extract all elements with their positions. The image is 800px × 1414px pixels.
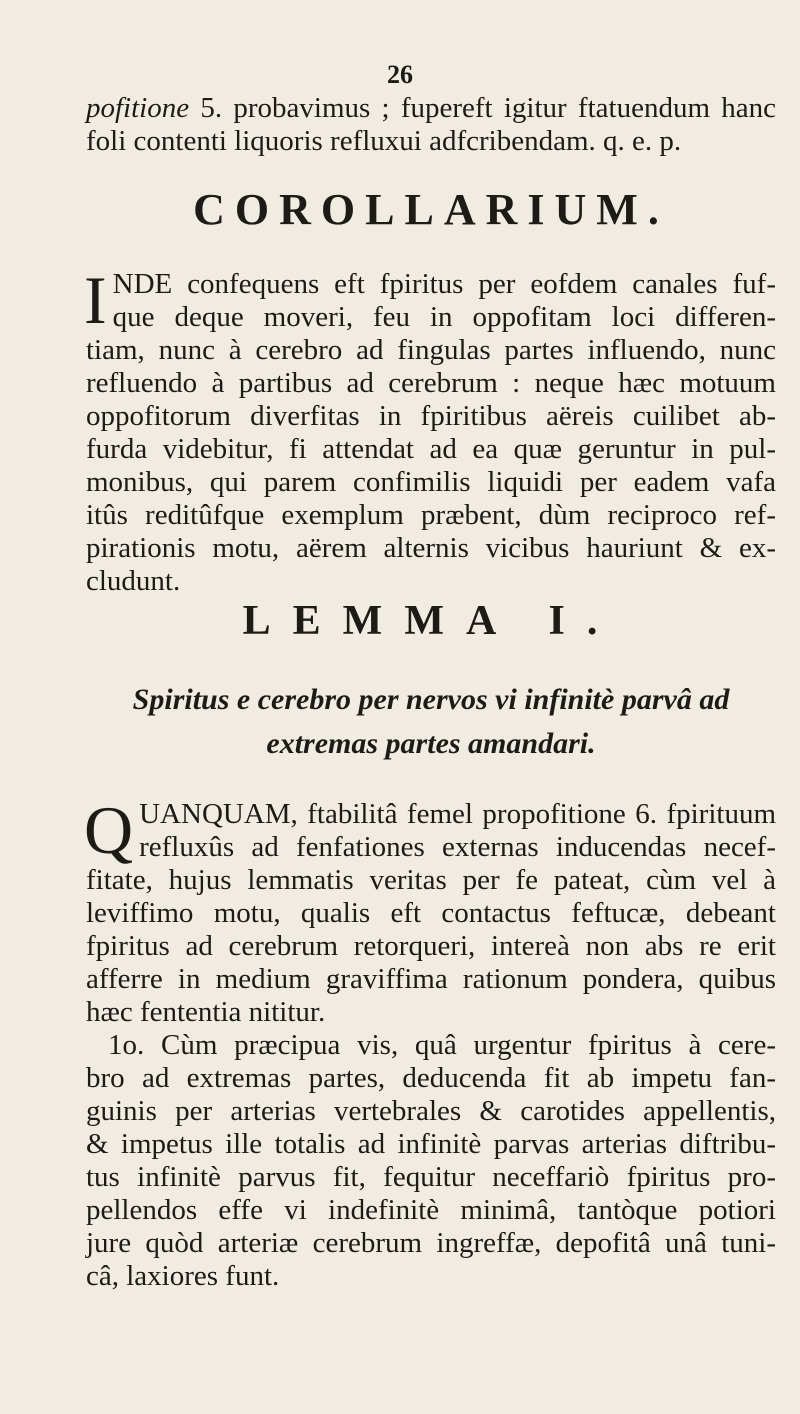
- corollarium-line: itûs reditûfque exemplum præbent, dùm reciproco ref-: [86, 499, 776, 531]
- intro-line-2: foli contenti liquoris refluxui adfcribendam. q. e. p.: [86, 125, 682, 157]
- lemma-title-line: extremas partes amandari.: [266, 727, 596, 760]
- corollarium-line: oppofitorum diverfitas in fpiritibus aëreis cuilibet ab-: [86, 400, 776, 432]
- intro-line-1: pofitione 5. probavimus ; fupereft igitur ftatuendum hanc: [86, 92, 776, 124]
- body-line: bro ad extremas partes, deducenda fit ab impetu fan-: [86, 1062, 776, 1094]
- body-line: refluxûs ad fenfationes externas inducendas necef-: [139, 831, 776, 863]
- body-line: UANQUAM, ftabilitâ femel propofitione 6. fpirituum: [139, 798, 776, 830]
- corollarium-heading: COROLLARIUM.: [193, 185, 669, 234]
- lemma-title-line: Spiritus e cerebro per nervos vi infinitè parvâ ad: [132, 683, 730, 716]
- lemma-body: [84, 792, 776, 1293]
- body-line: jure quòd arteriæ cerebrum ingreffæ, depofitâ unâ tuni-: [86, 1227, 776, 1259]
- body-line: leviffimo motu, qualis eft contactus feftucæ, debeant: [86, 897, 776, 929]
- corollarium-line: cludunt.: [86, 565, 181, 597]
- body-line: 1o. Cùm præcipua vis, quâ urgentur fpiritus à cere-: [108, 1029, 776, 1061]
- body-line: pellendos effe vi indefinitè minimâ, tantòque potiori: [86, 1194, 776, 1226]
- corollarium-line: que deque moveri, feu in oppofitam loci differen-: [112, 301, 776, 333]
- drop-cap: Q: [84, 792, 134, 868]
- page-number: 26: [387, 60, 413, 89]
- lemma-title: [86, 678, 776, 766]
- corollarium-line: furda videbitur, fi attendat ad ea quæ geruntur in pul-: [86, 433, 776, 465]
- corollarium-line: refluendo à partibus ad cerebrum : neque hæc motuum: [86, 367, 776, 399]
- drop-cap: I: [84, 262, 107, 338]
- corollarium-line: monibus, qui parem confimilis liquidi per eadem vafa: [86, 466, 776, 498]
- body-line: câ, laxiores funt.: [86, 1260, 280, 1292]
- corollarium-line: tiam, nunc à cerebro ad fingulas partes influendo, nunc: [86, 334, 776, 366]
- intro-paragraph: [86, 92, 776, 158]
- corollarium-paragraph: [84, 262, 776, 598]
- corollarium-line: NDE confequens eft fpiritus per eofdem canales fuf-: [112, 268, 776, 300]
- body-line: & impetus ille totalis ad infinitè parvas arterias diftribu-: [86, 1128, 776, 1160]
- lemma-heading: LEMMA I.: [242, 598, 620, 644]
- body-line: afferre in medium graviffima rationum pondera, quibus: [86, 963, 776, 995]
- body-line: fpiritus ad cerebrum retorqueri, intereà non abs re erit: [86, 930, 776, 962]
- body-line: tus infinitè parvus fit, fequitur neceffariò fpiritus pro-: [86, 1161, 776, 1193]
- body-line: guinis per arterias vertebrales & carotides appellentis,: [86, 1095, 776, 1127]
- corollarium-line: pirationis motu, aërem alternis vicibus hauriunt & ex-: [86, 532, 776, 564]
- body-line: fitate, hujus lemmatis veritas per fe pateat, cùm vel à: [86, 864, 776, 896]
- body-line: hæc fententia nititur.: [86, 996, 326, 1028]
